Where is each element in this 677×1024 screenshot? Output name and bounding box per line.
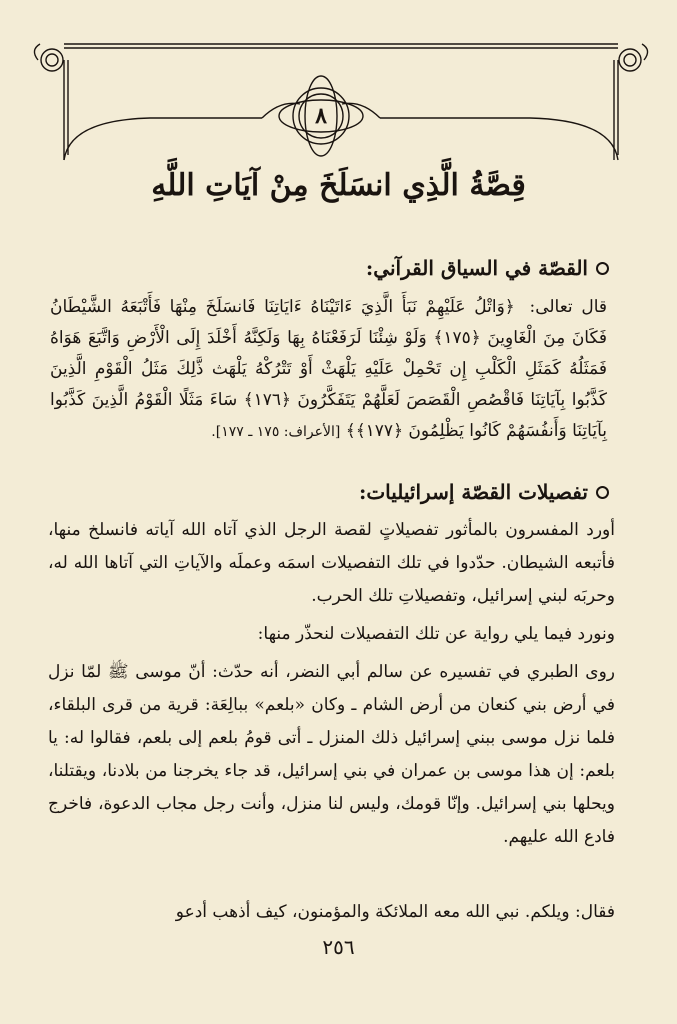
chapter-title: قِصَّةُ الَّذِي انسَلَخَ مِنْ آيَاتِ اللَّهِ (151, 168, 526, 203)
page-number: ٢٥٦ (322, 935, 355, 959)
circle-bullet-icon (596, 486, 609, 499)
verse-intro: قال تعالى: (529, 297, 608, 317)
section-heading-quranic-context (366, 256, 609, 280)
paragraph: روى الطبري في تفسيره عن سالم أبي النضر، أنه حدّث: أنّ موسى ﷺ لمّا نزل في أرض بني كنعان من أرض الشام ـ وكان «بلعم» ببالِعَة: قرية من قرى البلقاء، فلما نزل موسى ببني إسرائيل ذلك المنزل ـ أتى قومُ بلعم إلى بلعم، فقالوا له: يا بلعم: إن هذا موسى بن عمران في بني إسرائيل، قد جاء يخرجنا من بلادنا، ويقتلنا، ويحلها بني إسرائيل. وإنّا قومك، وليس لنا منزل، وأنت رجل مجاب الدعوة، فاخرج فادع الله عليهم. (48, 662, 615, 847)
circle-bullet-icon (596, 262, 609, 275)
section-heading-israiliyyat (359, 480, 609, 504)
verse-reference: [الأعراف: ١٧٥ ـ ١٧٧]. (211, 424, 341, 440)
section-heading-text: تفصيلات القصّة إسرائيليات: (358, 480, 588, 504)
verse-text: ﴿وَاتْلُ عَلَيْهِمْ نَبَأَ الَّذِيَ ءَاتَيْنَاهُ ءَايَاتِنَا فَانسَلَخَ مِنْهَا فَأَتْبَعَهُ الشَّيْطَانُ فَكَانَ مِنَ الْغَاوِينَ ﴿١٧٥﴾ وَلَوْ شِئْنَا لَرَفَعْنَاهُ بِهَا وَلَكِنَّهُ أَخْلَدَ إِلَى الْأَرْضِ وَاتَّبَعَ هَوَاهُ فَمَثَلُهُ كَمَثَلِ الْكَلْبِ إِن تَحْمِلْ عَلَيْهِ يَلْهَثْ أَوْ تَتْرُكْهُ يَلْهَث ذَّلِكَ مَثَلُ الْقَوْمِ الَّذِينَ كَذَّبُوا بِآيَاتِنَا فَاقْصُصِ الْقَصَصَ لَعَلَّهُمْ يَتَفَكَّرُونَ ﴿١٧٦﴾ سَاءَ مَثَلًا الْقَوْمُ الَّذِينَ كَذَّبُوا بِآيَاتِنَا وَأَنفُسَهُمْ كَانُوا يَظْلِمُونَ ﴿١٧٧﴾﴾ (50, 297, 607, 441)
paragraph: ونورد فيما يلي رواية عن تلك التفصيلات لنحذّر منها: (257, 624, 615, 644)
quran-verse-block (50, 292, 607, 448)
paragraph: أورد المفسرون بالمأثور تفصيلاتٍ لقصة الرجل الذي آتاه الله آياته فانسلخ منها، فأتبعه الشيطان. حدّدوا في تلك التفصيلات اسمَه وعملَه والآياتِ التي آتاها الله له، وحربَه لبني إسرائيل، وتفصيلاتِ تلك الحرب. (48, 520, 615, 606)
chapter-number: ٨ (315, 103, 327, 129)
paragraph: فقال: ويلكم. نبي الله معه الملائكة والمؤمنون، كيف أذهب أدعو (175, 902, 615, 922)
section-heading-text: القصّة في السياق القرآني: (365, 256, 588, 280)
